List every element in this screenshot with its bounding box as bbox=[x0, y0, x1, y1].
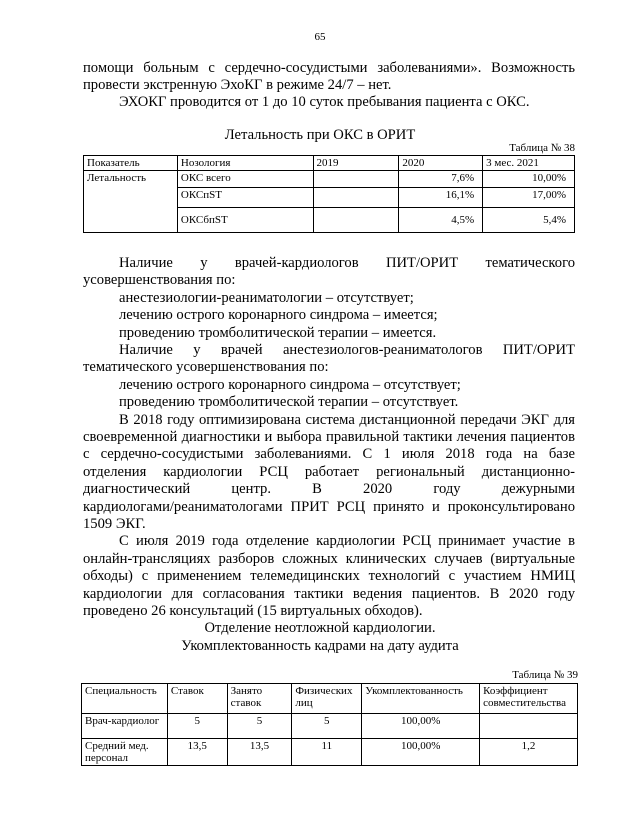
table-cell: 13,5 bbox=[227, 739, 292, 766]
section-title-line-1: Отделение неотложной кардиологии. bbox=[204, 620, 436, 636]
table-38-number: Таблица № 38 bbox=[509, 142, 575, 154]
table-cell: 11 bbox=[292, 739, 362, 766]
paragraph-line: отделения кардиологии РСЦ работает региональный дистанционно- bbox=[83, 463, 575, 480]
paragraph-line: лечению острого коронарного синдрома – имеется; bbox=[119, 307, 438, 324]
header-cell: Физических лиц bbox=[292, 684, 362, 714]
table-cell: 5 bbox=[227, 714, 292, 739]
paragraph-line: онлайн-трансляциях разборов сложных клинических случаев (виртуальные bbox=[83, 550, 575, 567]
table-header-row bbox=[84, 156, 575, 171]
table-cell: ОКСпST bbox=[177, 188, 313, 208]
paragraph-line: Наличие у врачей анестезиологов-реаниматологов ПИТ/ОРИТ bbox=[119, 342, 575, 358]
table-cell bbox=[480, 714, 578, 739]
paragraph-line: Наличие у врачей-кардиологов ПИТ/ОРИТ тематического bbox=[119, 255, 575, 271]
table-cell: 5 bbox=[292, 714, 362, 739]
page-number: 65 bbox=[314, 31, 326, 43]
paragraph-line: проведению тромболитической терапии – отсутствует. bbox=[119, 394, 459, 411]
table-cell: 1,2 bbox=[480, 739, 578, 766]
table-cell: Летальность bbox=[84, 171, 178, 233]
table-cell: 10,00% bbox=[483, 171, 575, 188]
header-cell: Коэффициент совместительства bbox=[480, 684, 578, 714]
header-cell: Ставок bbox=[167, 684, 227, 714]
paragraph-line: проведено 26 консультаций (15 виртуальных обходов). bbox=[83, 603, 423, 619]
table-row bbox=[82, 739, 578, 766]
header-cell: Нозология bbox=[177, 156, 313, 171]
paragraph-line: 1509 ЭКГ. bbox=[83, 516, 146, 532]
table-cell: 17,00% bbox=[483, 188, 575, 208]
header-cell: 2019 bbox=[313, 156, 399, 171]
table-row bbox=[82, 714, 578, 739]
paragraph-line: проведению тромболитической терапии – имеется. bbox=[119, 324, 437, 341]
table-cell: ОКСбпST bbox=[177, 208, 313, 233]
paragraph-line: своевременной диагностики и выбора правильной тактики лечения пациентов bbox=[83, 429, 575, 445]
paragraph-line: лечению острого коронарного синдрома – отсутствует; bbox=[119, 376, 461, 393]
table-cell: 16,1% bbox=[399, 188, 483, 208]
table-cell: 100,00% bbox=[362, 714, 480, 739]
table-header-row bbox=[82, 684, 578, 714]
paragraph-line: с сердечно-сосудистыми заболеваниями. С 1 июля 2018 года на базе bbox=[83, 446, 575, 463]
paragraph-line: кардиологии для согласования тактики ведения пациентов. В 2020 году bbox=[83, 585, 575, 602]
table-cell bbox=[313, 188, 399, 208]
header-cell: Занято ставок bbox=[227, 684, 292, 714]
header-cell: 2020 bbox=[399, 156, 483, 171]
paragraph-line: усовершенствования по: bbox=[83, 272, 236, 289]
paragraph-line: С июля 2019 года отделение кардиологии РСЦ принимает участие в bbox=[119, 533, 575, 550]
table-cell: 7,6% bbox=[399, 171, 483, 188]
header-cell: Показатель bbox=[84, 156, 178, 171]
table-cell bbox=[313, 208, 399, 233]
table-cell: 5,4% bbox=[483, 208, 575, 233]
section-title-line-2: Укомплектованность кадрами на дату аудита bbox=[181, 638, 459, 654]
paragraph-line: помощи больным с сердечно-сосудистыми заболеваниями». Возможность bbox=[83, 60, 575, 76]
paragraph-line: тематического усовершенствования по: bbox=[83, 359, 329, 376]
table-cell: Средний мед. персонал bbox=[82, 739, 168, 766]
paragraph-line: анестезиологии-реаниматологии – отсутствует; bbox=[119, 289, 414, 306]
table-38 bbox=[83, 155, 575, 233]
table-cell: 100,00% bbox=[362, 739, 480, 766]
paragraph-line: В 2018 году оптимизирована система дистанционной передачи ЭКГ для bbox=[119, 411, 575, 428]
paragraph-line: обходы) с применением телемедицинских технологий с участием НМИЦ bbox=[83, 568, 575, 585]
header-cell: Укомплектованность bbox=[362, 684, 480, 714]
table-cell: 5 bbox=[167, 714, 227, 739]
table-39 bbox=[81, 683, 578, 766]
paragraph-line: диагностический центр. В 2020 году дежурными bbox=[83, 481, 575, 498]
table-39-number: Таблица № 39 bbox=[512, 669, 578, 681]
paragraph-line: ЭХОКГ проводится от 1 до 10 суток пребывания пациента с ОКС. bbox=[119, 94, 530, 110]
header-cell: 3 мес. 2021 bbox=[483, 156, 575, 171]
table-cell bbox=[313, 171, 399, 188]
table-cell: 13,5 bbox=[167, 739, 227, 766]
paragraph-line: провести экстренную ЭхоКГ в режиме 24/7 – нет. bbox=[83, 77, 392, 93]
table-cell: 4,5% bbox=[399, 208, 483, 233]
table-row bbox=[84, 171, 575, 188]
header-cell: Специальность bbox=[82, 684, 168, 714]
table-cell: Врач-кардиолог bbox=[82, 714, 168, 739]
table-38-title: Летальность при ОКС в ОРИТ bbox=[224, 127, 416, 143]
paragraph-line: кардиологами/реаниматологами ПРИТ РСЦ принято и проконсультировано bbox=[83, 498, 575, 515]
table-cell: ОКС всего bbox=[177, 171, 313, 188]
